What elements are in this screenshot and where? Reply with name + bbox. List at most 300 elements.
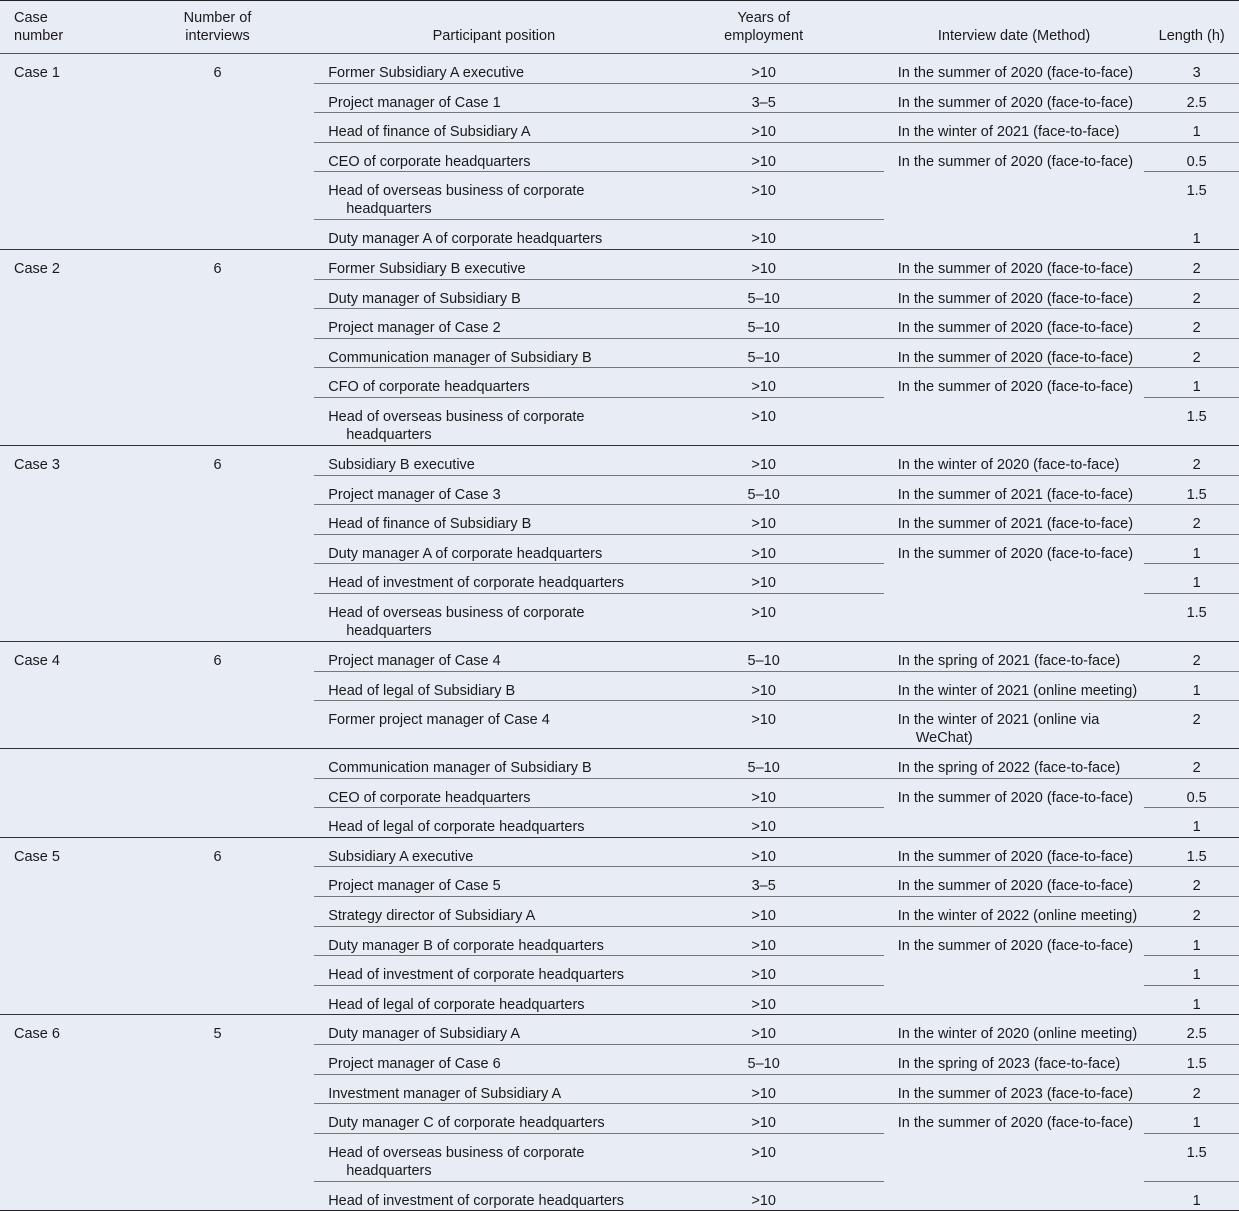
cell-position-continuation: headquarters — [346, 622, 432, 639]
table-row — [0, 641, 1239, 671]
cell-num-interviews — [158, 1045, 278, 1075]
cell-position — [314, 749, 673, 779]
cell-spacer — [277, 701, 314, 749]
cell-years — [674, 808, 884, 838]
cell-spacer — [277, 142, 314, 172]
cell-position-text: Head of overseas business of corporate — [328, 1144, 585, 1161]
cell-length-text: 2 — [1192, 349, 1201, 366]
cell-spacer — [277, 54, 314, 84]
cell-years — [674, 505, 884, 535]
cell-date-text: In the summer of 2021 (face-to-face) — [897, 486, 1134, 503]
cell-num-interviews — [158, 309, 278, 339]
cell-date-text: In the summer of 2020 (face-to-face) — [897, 789, 1134, 806]
cell-length — [1144, 397, 1239, 445]
cell-position-text: Former project manager of Case 4 — [328, 712, 550, 729]
cell-years — [674, 985, 884, 1015]
cell-years — [674, 1074, 884, 1104]
cell-case-number — [0, 897, 158, 927]
cell-date — [884, 475, 1145, 505]
cell-num-interviews — [158, 113, 278, 143]
cell-length-text: 2 — [1192, 760, 1201, 777]
cell-length — [1144, 1045, 1239, 1075]
cell-num-interviews — [158, 1074, 278, 1104]
cell-length — [1144, 172, 1239, 220]
cell-position — [314, 778, 673, 808]
cell-years — [674, 564, 884, 594]
cell-spacer — [277, 1015, 314, 1045]
cell-spacer — [277, 985, 314, 1015]
cell-years-text: >10 — [751, 231, 776, 248]
cell-num-interviews-text: 6 — [213, 260, 222, 277]
cell-num-interviews-text: 6 — [213, 848, 222, 865]
cell-position — [314, 113, 673, 143]
cell-position-text: Communication manager of Subsidiary B — [328, 760, 592, 777]
cell-length-text: 1.5 — [1186, 486, 1207, 503]
cell-num-interviews-text: 6 — [213, 65, 222, 81]
cell-case-number — [0, 778, 158, 808]
cell-position-text: Former Subsidiary B executive — [328, 260, 526, 277]
cell-length-text: 1.5 — [1186, 848, 1207, 865]
table-row — [0, 564, 1239, 594]
cell-spacer — [277, 172, 314, 220]
cell-date — [884, 83, 1145, 113]
cell-date — [884, 279, 1145, 309]
cell-spacer — [277, 671, 314, 701]
cell-spacer — [277, 338, 314, 368]
cell-case-number — [0, 671, 158, 701]
cell-case-number — [0, 749, 158, 779]
cell-length — [1144, 505, 1239, 535]
cell-case-number — [0, 985, 158, 1015]
cell-length — [1144, 926, 1239, 956]
cell-position-text: Duty manager A of corporate headquarters — [328, 231, 603, 248]
cell-length-text: 2 — [1192, 652, 1201, 669]
table-row — [0, 1045, 1239, 1075]
header-num-interviews — [158, 1, 278, 54]
cell-position-text: Subsidiary A executive — [328, 848, 474, 865]
cell-date-text: In the winter of 2021 (face-to-face) — [897, 124, 1120, 141]
cell-num-interviews — [158, 249, 278, 279]
cell-position — [314, 1181, 673, 1211]
cell-date-text: In the summer of 2020 (face-to-face) — [897, 94, 1134, 111]
cell-years-text: >10 — [751, 1026, 776, 1043]
cell-years — [674, 778, 884, 808]
cell-date — [884, 641, 1145, 671]
cell-position-text: Project manager of Case 4 — [328, 652, 501, 669]
table-row — [0, 113, 1239, 143]
cell-length — [1144, 867, 1239, 897]
cell-date-text: In the summer of 2020 (face-to-face) — [897, 290, 1134, 307]
cell-case-number — [0, 475, 158, 505]
cell-num-interviews — [158, 505, 278, 535]
cell-case-number — [0, 83, 158, 113]
cell-position-text: Head of investment of corporate headquarters — [328, 967, 625, 984]
table-row — [0, 142, 1239, 172]
cell-date — [884, 1015, 1145, 1045]
cell-years-text: 5–10 — [747, 1056, 780, 1073]
cell-length — [1144, 641, 1239, 671]
header-case-number-line1: Case — [14, 10, 48, 26]
cell-years — [674, 220, 884, 250]
cell-position — [314, 837, 673, 867]
table-row — [0, 397, 1239, 445]
cell-case-number — [0, 837, 158, 867]
cell-case-number — [0, 505, 158, 535]
cell-date-text: In the summer of 2020 (face-to-face) — [897, 349, 1134, 366]
cell-date-text: In the summer of 2020 (face-to-face) — [897, 65, 1134, 81]
cell-position-text: CFO of corporate headquarters — [328, 379, 530, 396]
cell-years — [674, 338, 884, 368]
cell-position — [314, 279, 673, 309]
cell-position-text: Investment manager of Subsidiary A — [328, 1085, 562, 1102]
cell-years — [674, 1045, 884, 1075]
cell-spacer — [277, 808, 314, 838]
cell-length-text: 2 — [1192, 260, 1201, 277]
cell-length-text: 2 — [1192, 1085, 1201, 1102]
cell-length-text: 1 — [1192, 682, 1201, 699]
cell-years — [674, 83, 884, 113]
cell-date — [884, 172, 1145, 220]
cell-length-text: 0.5 — [1186, 789, 1207, 806]
cell-spacer — [277, 445, 314, 475]
cell-date — [884, 249, 1145, 279]
cell-date — [884, 564, 1145, 594]
cell-case-number — [0, 54, 158, 84]
cell-years — [674, 475, 884, 505]
cell-length — [1144, 1074, 1239, 1104]
cell-case-number — [0, 142, 158, 172]
cell-spacer — [277, 83, 314, 113]
cell-date — [884, 837, 1145, 867]
cell-length — [1144, 368, 1239, 398]
cell-length-text: 1.5 — [1186, 1144, 1207, 1161]
cell-length — [1144, 956, 1239, 986]
cell-spacer — [277, 926, 314, 956]
cell-case-number — [0, 249, 158, 279]
cell-date — [884, 54, 1145, 84]
cell-num-interviews-text: 5 — [213, 1026, 222, 1043]
cell-date — [884, 368, 1145, 398]
cell-length — [1144, 279, 1239, 309]
table-row — [0, 837, 1239, 867]
cell-years-text: >10 — [751, 967, 776, 984]
cell-years-text: 3–5 — [751, 878, 776, 895]
cell-case-number-text: Case 4 — [14, 652, 60, 669]
cell-num-interviews-text: 6 — [213, 652, 222, 669]
cell-length-text: 0.5 — [1186, 153, 1207, 170]
table-row — [0, 368, 1239, 398]
cell-case-number — [0, 368, 158, 398]
cell-position-text: Project manager of Case 6 — [328, 1056, 501, 1073]
cell-spacer — [277, 397, 314, 445]
cell-date — [884, 397, 1145, 445]
table-row — [0, 172, 1239, 220]
cell-length-text: 1.5 — [1186, 1056, 1207, 1073]
cell-spacer — [277, 837, 314, 867]
cell-date-text: In the summer of 2020 (face-to-face) — [897, 260, 1134, 277]
cell-years-text: >10 — [751, 575, 776, 592]
cell-date-text: In the spring of 2023 (face-to-face) — [897, 1056, 1121, 1073]
cell-position — [314, 1015, 673, 1045]
table-row — [0, 1074, 1239, 1104]
cell-date — [884, 897, 1145, 927]
cell-position-text: Communication manager of Subsidiary B — [328, 349, 592, 366]
cell-case-number — [0, 564, 158, 594]
cell-position — [314, 172, 673, 220]
cell-case-number — [0, 338, 158, 368]
cell-case-number — [0, 534, 158, 564]
cell-case-number — [0, 1133, 158, 1181]
cell-years-text: >10 — [751, 996, 776, 1013]
cell-num-interviews — [158, 1015, 278, 1045]
cell-num-interviews — [158, 445, 278, 475]
cell-position-text: Duty manager of Subsidiary B — [328, 290, 521, 307]
table-row — [0, 338, 1239, 368]
cell-position — [314, 83, 673, 113]
cell-num-interviews — [158, 220, 278, 250]
header-num-interviews-line2: interviews — [185, 28, 250, 44]
cell-length-text: 1 — [1192, 575, 1201, 592]
cell-length — [1144, 564, 1239, 594]
cell-spacer — [277, 867, 314, 897]
cell-years-text: >10 — [751, 379, 776, 396]
cell-position-text: Head of investment of corporate headquarters — [328, 1192, 625, 1209]
cell-num-interviews — [158, 701, 278, 749]
cell-date — [884, 113, 1145, 143]
cell-years-text: >10 — [751, 1115, 776, 1132]
cell-date-text: In the summer of 2020 (face-to-face) — [897, 878, 1134, 895]
cell-length — [1144, 1133, 1239, 1181]
cell-position — [314, 1074, 673, 1104]
cell-length-text: 2 — [1192, 456, 1201, 473]
cell-length — [1144, 1015, 1239, 1045]
cell-date-text: In the spring of 2021 (face-to-face) — [897, 652, 1121, 669]
cell-position — [314, 897, 673, 927]
cell-position-text: Project manager of Case 2 — [328, 320, 501, 337]
cell-date-text: In the summer of 2020 (face-to-face) — [897, 848, 1134, 865]
cell-spacer — [277, 249, 314, 279]
cell-num-interviews — [158, 142, 278, 172]
cell-position-text: Head of investment of corporate headquarters — [328, 575, 625, 592]
cell-years-text: >10 — [751, 516, 776, 533]
cell-length-text: 1 — [1192, 1192, 1201, 1209]
table-row — [0, 83, 1239, 113]
cell-length — [1144, 113, 1239, 143]
cell-position-text: Subsidiary B executive — [328, 456, 475, 473]
cell-position — [314, 701, 673, 749]
table-row — [0, 671, 1239, 701]
cell-date-text: In the winter of 2021 (online meeting) — [897, 682, 1138, 699]
cell-length-text: 1.5 — [1186, 604, 1207, 621]
cell-years — [674, 1015, 884, 1045]
cell-case-number-text: Case 6 — [14, 1026, 60, 1043]
cell-case-number-text: Case 1 — [14, 65, 60, 81]
table-row — [0, 445, 1239, 475]
cell-spacer — [277, 593, 314, 641]
cell-position — [314, 338, 673, 368]
table-row — [0, 475, 1239, 505]
cell-spacer — [277, 475, 314, 505]
cell-num-interviews — [158, 534, 278, 564]
cell-date-text: In the summer of 2020 (face-to-face) — [897, 1115, 1134, 1132]
table-row — [0, 985, 1239, 1015]
cell-length — [1144, 808, 1239, 838]
header-years-line2: employment — [724, 28, 804, 44]
cell-case-number — [0, 113, 158, 143]
cell-num-interviews — [158, 83, 278, 113]
cell-num-interviews — [158, 808, 278, 838]
cell-years-text: >10 — [751, 1144, 776, 1161]
cell-position — [314, 1133, 673, 1181]
cell-length-text: 1 — [1192, 124, 1201, 141]
cell-position — [314, 397, 673, 445]
table-row — [0, 534, 1239, 564]
cell-date — [884, 671, 1145, 701]
cell-length — [1144, 249, 1239, 279]
cell-position — [314, 54, 673, 84]
cell-years — [674, 142, 884, 172]
table-row — [0, 749, 1239, 779]
cell-date-text: In the winter of 2020 (face-to-face) — [897, 456, 1120, 473]
cell-date-text: In the summer of 2023 (face-to-face) — [897, 1085, 1134, 1102]
cell-length-text: 2.5 — [1186, 1026, 1207, 1043]
header-length: Length (h) — [1144, 1, 1239, 54]
cell-position — [314, 1104, 673, 1134]
cell-date — [884, 1181, 1145, 1211]
cell-num-interviews-text: 6 — [213, 456, 222, 473]
cell-position-text: CEO of corporate headquarters — [328, 153, 531, 170]
cell-num-interviews — [158, 279, 278, 309]
cell-num-interviews — [158, 897, 278, 927]
cell-position-continuation: headquarters — [346, 426, 432, 443]
cell-position-text: Head of overseas business of corporate — [328, 408, 585, 425]
cell-spacer — [277, 1133, 314, 1181]
cell-spacer — [277, 368, 314, 398]
cell-length-text: 2 — [1192, 320, 1201, 337]
cell-case-number-text: Case 5 — [14, 848, 60, 865]
cell-position-text: Head of overseas business of corporate — [328, 183, 585, 200]
cell-num-interviews — [158, 749, 278, 779]
cell-length-text: 1 — [1192, 967, 1201, 984]
cell-position-text: Head of finance of Subsidiary B — [328, 516, 532, 533]
header-row — [0, 1, 1239, 54]
cell-num-interviews — [158, 172, 278, 220]
table-row — [0, 778, 1239, 808]
cell-date-text: In the winter of 2021 (online via — [897, 712, 1100, 729]
cell-position — [314, 309, 673, 339]
cell-length-text: 1 — [1192, 996, 1201, 1013]
cell-length — [1144, 778, 1239, 808]
cell-spacer — [277, 1074, 314, 1104]
cell-case-number-text: Case 2 — [14, 260, 60, 277]
cell-years-text: >10 — [751, 848, 776, 865]
cell-years — [674, 837, 884, 867]
cell-date — [884, 309, 1145, 339]
cell-length — [1144, 749, 1239, 779]
cell-date — [884, 1074, 1145, 1104]
cell-years-text: 5–10 — [747, 320, 780, 337]
cell-date — [884, 505, 1145, 535]
table-body — [0, 54, 1239, 1211]
cell-length — [1144, 220, 1239, 250]
cell-years-text: >10 — [751, 908, 776, 925]
table-row — [0, 249, 1239, 279]
cell-length — [1144, 54, 1239, 84]
table-row — [0, 593, 1239, 641]
cell-length — [1144, 671, 1239, 701]
cell-case-number — [0, 867, 158, 897]
cell-position — [314, 867, 673, 897]
cell-years-text: 5–10 — [747, 290, 780, 307]
cell-position-text: Duty manager C of corporate headquarters — [328, 1115, 605, 1132]
cell-position — [314, 475, 673, 505]
cell-years — [674, 1104, 884, 1134]
cell-position-text: Strategy director of Subsidiary A — [328, 908, 536, 925]
cell-length — [1144, 534, 1239, 564]
cell-spacer — [277, 309, 314, 339]
cell-position-text: Duty manager A of corporate headquarters — [328, 545, 603, 562]
cell-years-text: >10 — [751, 183, 776, 200]
cell-num-interviews — [158, 837, 278, 867]
cell-position-text: Head of overseas business of corporate — [328, 604, 585, 621]
cell-position — [314, 249, 673, 279]
cell-length-text: 3 — [1192, 65, 1201, 81]
cell-position-text: Project manager of Case 1 — [328, 94, 501, 111]
table-row — [0, 701, 1239, 749]
header-spacer — [277, 1, 314, 54]
cell-years-text: >10 — [751, 456, 776, 473]
cell-length — [1144, 338, 1239, 368]
cell-length-text: 2 — [1192, 290, 1201, 307]
cell-years — [674, 249, 884, 279]
header-date: Interview date (Method) — [884, 1, 1145, 54]
table-row — [0, 926, 1239, 956]
cell-num-interviews — [158, 1104, 278, 1134]
cell-date — [884, 956, 1145, 986]
cell-years-text: >10 — [751, 260, 776, 277]
cell-length — [1144, 985, 1239, 1015]
cell-years-text: >10 — [751, 1192, 776, 1209]
cell-years — [674, 368, 884, 398]
cell-length — [1144, 142, 1239, 172]
cell-position — [314, 220, 673, 250]
cell-date — [884, 701, 1145, 749]
cell-years — [674, 1133, 884, 1181]
header-years — [674, 1, 884, 54]
cell-years — [674, 1181, 884, 1211]
cell-spacer — [277, 220, 314, 250]
table-row — [0, 54, 1239, 84]
table-row — [0, 279, 1239, 309]
cell-years-text: 5–10 — [747, 486, 780, 503]
cell-years — [674, 867, 884, 897]
cell-case-number — [0, 172, 158, 220]
cell-num-interviews — [158, 397, 278, 445]
cell-num-interviews — [158, 475, 278, 505]
cell-years-text: 3–5 — [751, 94, 776, 111]
cell-length — [1144, 1104, 1239, 1134]
cell-case-number — [0, 1104, 158, 1134]
cell-length-text: 2 — [1192, 516, 1201, 533]
cell-case-number — [0, 445, 158, 475]
cell-date-continuation: WeChat) — [915, 730, 973, 747]
cell-years-text: >10 — [751, 937, 776, 954]
cell-years — [674, 701, 884, 749]
cell-spacer — [277, 534, 314, 564]
table-row — [0, 808, 1239, 838]
cell-position-text: Head of legal of corporate headquarters — [328, 996, 585, 1013]
cell-position — [314, 926, 673, 956]
